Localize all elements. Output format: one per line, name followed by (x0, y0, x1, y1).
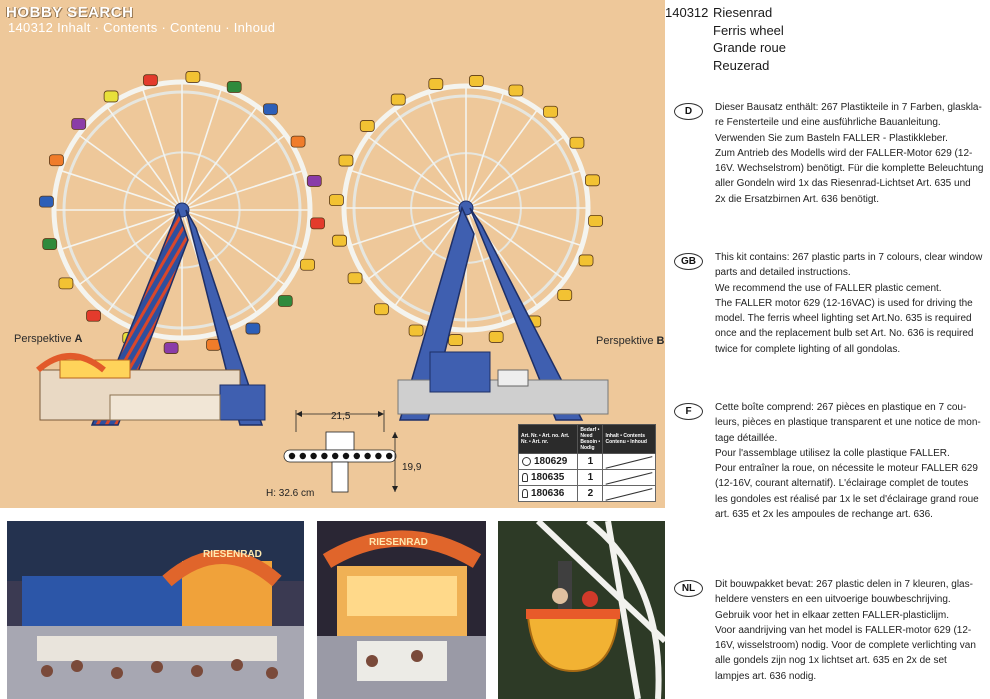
description-line: Pour entraîner la roue, on nécessite le moteur FALLER 629 (715, 463, 978, 475)
product-name-de: Riesenrad (713, 5, 773, 20)
description-line: Dieser Bausatz enthält: 267 Plastikteile in 7 Farben, glaskla- (715, 102, 982, 113)
description-line: Dit bouwpakket bevat: 267 plastic delen in 7 kleuren, glas- (715, 579, 973, 590)
language-badge-nl: NL (674, 580, 703, 597)
description-de (715, 100, 987, 207)
description-line: Zum Antrieb des Modells wird der FALLER-Motor 629 (12- (715, 147, 973, 159)
description-line: leurs, pièces en plastique transparent et une notice de mon- (715, 417, 981, 429)
description-nl (715, 577, 987, 684)
description-line: Cette boîte comprend: 267 pièces en plastique en 7 cou- (715, 402, 967, 413)
table-row: 180636 2 (519, 486, 656, 502)
description-line: twice for complete lighting of all gondolas. (715, 343, 901, 355)
product-name-nl: Reuzerad (713, 57, 770, 73)
description-line: 16V. Wechselstrom) benötigt. Für die komplette Beleuchtung (715, 163, 984, 175)
description-line: once and the replacement bulb set Art. No. 636 is required (715, 328, 974, 340)
wheel-b (329, 75, 602, 345)
product-name-en: Ferris wheel (713, 22, 784, 38)
description-fr (715, 400, 987, 522)
language-badge-de: D (674, 103, 703, 120)
description-line: (12-16V, courant alternatif). L'éclairage complet de toutes (715, 478, 969, 490)
product-number: 140312 (665, 5, 709, 20)
product-name-fr: Grande roue (713, 40, 786, 55)
description-line: The FALLER motor 629 (12-16VAC) is used for driving the (715, 297, 973, 309)
description-line: This kit contains: 267 plastic parts in 7 colours, clear window (715, 252, 983, 263)
description-line: heldere vensters en een uitvoerige bouwbeschrijving. (715, 594, 951, 606)
motor-icon (522, 457, 531, 466)
photo-sign-text: RIESENRAD (369, 537, 428, 548)
parts-table (518, 424, 656, 502)
description-line: 16V, wisselstroom) nodig. Voor de complete verlichting van (715, 640, 976, 652)
description-line: tage détaillée. (715, 432, 778, 444)
description-line: Voor aandrijving van het model is FALLER-motor 629 (12- (715, 624, 972, 636)
panel-title: 140312 Inhalt · Contents · Contenu · Inhoud (8, 20, 276, 35)
table-row: 180629 1 (519, 454, 656, 470)
description-line: parts and detailed instructions. (715, 267, 851, 279)
description-line: lampjes art. 636 nodig. (715, 670, 817, 682)
hobbysearch-logo: HOBBY SEARCH (6, 4, 134, 21)
photo-fairground-scene (7, 521, 304, 699)
description-line: We recommend the use of FALLER plastic cement. (715, 282, 942, 294)
perspective-b-label: Perspektive B (596, 335, 665, 347)
wheel-a (39, 71, 324, 353)
table-row: 180635 1 (519, 470, 656, 486)
parts-header-need: Bedarf • Need Besoin • Nodig (578, 425, 603, 454)
perspective-a-label: Perspektive A (14, 333, 83, 345)
ferris-wheel-illustration (0, 30, 665, 430)
parts-header-contents: Inhalt • Contents Contenu • Inhoud (603, 425, 656, 454)
description-line: Verwenden Sie zum Basteln FALLER - Plastikkleber. (715, 132, 948, 144)
photo-sign-text: RIESENRAD (203, 549, 262, 560)
parts-header-art: Art. Nr. • Art. no. Art. Nr. • Art. nr. (519, 425, 578, 454)
language-badge-gb: GB (674, 253, 703, 270)
dimension-height: 19,9 (402, 462, 422, 473)
dimension-total-height: H: 32.6 cm (266, 488, 315, 499)
product-title-block (665, 4, 786, 74)
description-line: les gondoles est réalisé par 1x le set d'éclairage grand roue (715, 493, 979, 505)
description-line: Pour l'assemblage utilisez la colle plastique FALLER. (715, 447, 950, 459)
bulb-icon (522, 489, 528, 498)
photo-ticket-booth (317, 521, 486, 699)
photo-gondola-closeup (498, 521, 665, 699)
description-line: aller Gondeln wird 1x das Riesenrad-Lichtset Art. 635 und (715, 178, 971, 190)
description-line: re Fensterteile und eine ausführliche Bauanleitung. (715, 117, 941, 129)
description-line: art. 635 et 2x les ampoules de rechange art. 636. (715, 509, 933, 521)
dimension-width: 21,5 (331, 411, 351, 422)
contents-panel (0, 0, 665, 508)
description-gb (715, 250, 987, 357)
description-line: alle gondels zijn nog 1x lichtset art. 635 en 2x de set (715, 655, 947, 667)
description-line: 2x die Ersatzbirnen Art. 636 benötigt. (715, 193, 879, 205)
description-line: model. The ferris wheel lighting set Art.No. 635 is required (715, 313, 972, 325)
language-badge-fr: F (674, 403, 703, 420)
description-line: Gebruik voor het in elkaar zetten FALLER-plasticlijm. (715, 609, 949, 621)
bulb-icon (522, 473, 528, 482)
